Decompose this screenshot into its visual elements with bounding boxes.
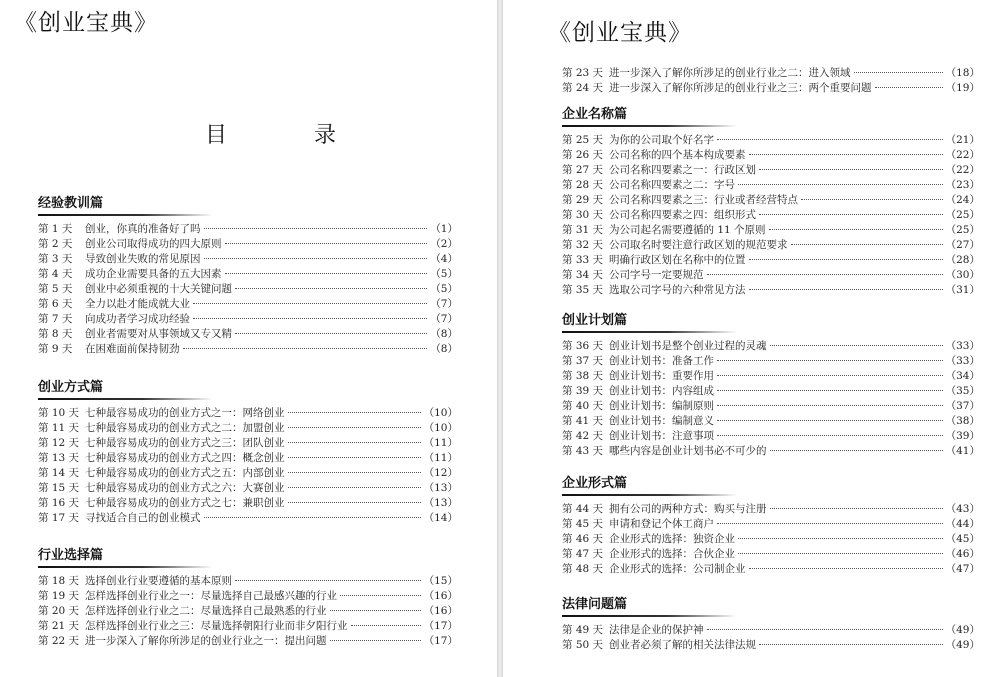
entry-day: 第 10 天 <box>38 407 80 419</box>
toc-entry[interactable] <box>562 148 980 163</box>
entry-page-number: （8） <box>430 343 458 355</box>
toc-entry[interactable] <box>562 532 980 547</box>
toc-entry[interactable] <box>38 589 458 604</box>
entry-day: 第 40 天 <box>562 400 604 412</box>
section-underline <box>562 615 737 617</box>
entry-title: 法律是企业的保护神 <box>609 624 704 636</box>
entry-title: 七种最容易成功的创业方式之六：大赛创业 <box>85 482 285 494</box>
entry-title: 公司名称的四个基本构成要素 <box>609 149 746 161</box>
section-company-name <box>562 107 980 298</box>
entry-title: 怎样选择创业行业之一：尽量选择自己最感兴趣的行业 <box>85 590 337 602</box>
dot-leader <box>770 450 943 451</box>
dot-leader <box>204 258 428 259</box>
toc-entry[interactable] <box>562 193 980 208</box>
entry-page-number: （15） <box>423 575 458 587</box>
entry-day: 第 4 天 <box>38 268 73 280</box>
entry-title: 创业者必须了解的相关法律法规 <box>609 639 756 651</box>
entry-title: 企业形式的选择：独资企业 <box>609 533 735 545</box>
entry-day: 第 47 天 <box>562 548 604 560</box>
dot-leader <box>351 625 421 626</box>
entry-day: 第 13 天 <box>38 452 80 464</box>
entry-day: 第 39 天 <box>562 385 604 397</box>
dot-leader <box>288 502 421 503</box>
entry-day: 第 28 天 <box>562 179 604 191</box>
entry-title: 成功企业需要具备的五大因素 <box>85 268 222 280</box>
toc-entry[interactable] <box>38 466 458 481</box>
entry-day: 第 32 天 <box>562 239 604 251</box>
entry-page-number: （18） <box>945 67 980 79</box>
entry-day: 第 21 天 <box>38 620 80 632</box>
entry-title: 创业计划书：准备工作 <box>609 355 714 367</box>
entry-day: 第 15 天 <box>38 482 80 494</box>
dot-leader <box>330 640 421 641</box>
toc-entry[interactable] <box>38 604 458 619</box>
entry-page-number: （21） <box>945 134 980 146</box>
entry-page-number: （7） <box>430 313 458 325</box>
dot-leader <box>749 154 943 155</box>
toc-entry[interactable] <box>562 623 980 638</box>
section-underline <box>562 494 737 496</box>
entry-day: 第 38 天 <box>562 370 604 382</box>
entry-day: 第 6 天 <box>38 298 73 310</box>
entry-day: 第 50 天 <box>562 639 604 651</box>
toc-entry[interactable] <box>562 638 980 653</box>
dot-leader <box>770 345 943 346</box>
entry-day: 第 45 天 <box>562 518 604 530</box>
entry-day: 第 8 天 <box>38 328 73 340</box>
entry-day: 第 16 天 <box>38 497 80 509</box>
entry-page-number: （2） <box>430 238 458 250</box>
entry-page-number: （37） <box>945 400 980 412</box>
entry-page-number: （17） <box>423 620 458 632</box>
dot-leader <box>707 629 943 630</box>
entry-day: 第 37 天 <box>562 355 604 367</box>
toc-title: 目 录 <box>205 123 376 148</box>
toc-entry[interactable] <box>562 133 980 148</box>
section-heading: 企业形式篇 <box>562 476 628 491</box>
dot-leader <box>193 318 427 319</box>
entry-page-number: （30） <box>945 269 980 281</box>
toc-entry[interactable] <box>562 547 980 562</box>
dot-leader <box>225 243 428 244</box>
entry-day: 第 3 天 <box>38 253 73 265</box>
dot-leader <box>854 72 943 73</box>
entry-title: 创业中必须重视的十大关键问题 <box>85 283 232 295</box>
entry-day: 第 18 天 <box>38 575 80 587</box>
entry-day: 第 1 天 <box>38 223 73 235</box>
dot-leader <box>759 644 943 645</box>
entry-title: 创业计划书：编制原则 <box>609 400 714 412</box>
entry-page-number: （10） <box>423 407 458 419</box>
entry-title: 申请和登记个体工商户 <box>609 518 714 530</box>
toc-entry[interactable] <box>562 517 980 532</box>
dot-leader <box>707 274 943 275</box>
entry-day: 第 36 天 <box>562 340 604 352</box>
entry-day: 第 5 天 <box>38 283 73 295</box>
toc-entry[interactable] <box>562 253 980 268</box>
entry-title: 进一步深入了解你所涉足的创业行业之二：进入领域 <box>609 67 851 79</box>
entry-title: 哪些内容是创业计划书必不可少的 <box>609 445 767 457</box>
entry-page-number: （13） <box>423 482 458 494</box>
entry-page-number: （31） <box>945 284 980 296</box>
dot-leader <box>769 229 943 230</box>
entry-page-number: （17） <box>423 635 458 647</box>
dot-leader <box>235 288 427 289</box>
dot-leader <box>330 610 421 611</box>
entry-page-number: （38） <box>945 415 980 427</box>
entry-page-number: （25） <box>945 209 980 221</box>
entry-page-number: （43） <box>945 503 980 515</box>
section-industry-choice <box>38 548 458 649</box>
entry-day: 第 27 天 <box>562 164 604 176</box>
dot-leader <box>235 333 427 334</box>
entry-title: 创业计划书：内容组成 <box>609 385 714 397</box>
dot-leader <box>717 360 943 361</box>
book-title-left: 《创业宝典》 <box>14 10 158 36</box>
toc-entry[interactable] <box>38 252 458 267</box>
entry-day: 第 7 天 <box>38 313 73 325</box>
entry-page-number: （22） <box>945 164 980 176</box>
entry-day: 第 24 天 <box>562 82 604 94</box>
entry-title: 选择创业行业要遵循的基本原则 <box>85 575 232 587</box>
section-startup-methods <box>38 380 458 526</box>
entry-title: 全力以赴才能成就大业 <box>85 298 190 310</box>
entry-page-number: （7） <box>430 298 458 310</box>
toc-entry[interactable] <box>38 327 458 342</box>
dot-leader <box>288 442 421 443</box>
dot-leader <box>770 508 943 509</box>
entry-day: 第 31 天 <box>562 224 604 236</box>
entry-day: 第 33 天 <box>562 254 604 266</box>
toc-entry[interactable] <box>562 414 980 429</box>
entry-title: 选取公司字号的六种常见方法 <box>609 284 746 296</box>
entry-day: 第 9 天 <box>38 343 73 355</box>
toc-entry[interactable] <box>562 399 980 414</box>
section-experience <box>38 196 458 357</box>
entry-title: 七种最容易成功的创业方式之四：概念创业 <box>85 452 285 464</box>
entry-title: 企业形式的选择：公司制企业 <box>609 563 746 575</box>
toc-entry[interactable] <box>38 451 458 466</box>
dot-leader <box>738 553 943 554</box>
entry-day: 第 14 天 <box>38 467 80 479</box>
entry-page-number: （19） <box>945 82 980 94</box>
toc-entry[interactable] <box>562 283 980 298</box>
entry-title: 创业公司取得成功的四大原则 <box>85 238 222 250</box>
dot-leader <box>759 214 943 215</box>
dot-leader <box>791 244 943 245</box>
section-heading: 创业方式篇 <box>38 380 104 395</box>
dot-leader <box>717 405 943 406</box>
entry-page-number: （46） <box>945 548 980 560</box>
entry-title: 进一步深入了解你所涉足的创业行业之一：提出问题 <box>85 635 327 647</box>
entry-page-number: （23） <box>945 179 980 191</box>
dot-leader <box>749 259 943 260</box>
entry-title: 公司名称四要素之一：行政区划 <box>609 164 756 176</box>
toc-entry[interactable] <box>38 342 458 357</box>
entry-title: 拥有公司的两种方式：购买与注册 <box>609 503 767 515</box>
entry-page-number: （13） <box>423 497 458 509</box>
toc-entry[interactable] <box>562 208 980 223</box>
dot-leader <box>717 139 943 140</box>
entry-page-number: （25） <box>945 224 980 236</box>
entry-title: 向成功者学习成功经验 <box>85 313 190 325</box>
entry-page-number: （16） <box>423 590 458 602</box>
entry-title: 企业形式的选择：合伙企业 <box>609 548 735 560</box>
entry-day: 第 23 天 <box>562 67 604 79</box>
dot-leader <box>204 228 428 229</box>
toc-entry[interactable] <box>562 339 980 354</box>
dot-leader <box>193 303 427 304</box>
entry-title: 公司字号一定要规范 <box>609 269 704 281</box>
entry-title: 创业计划书：编制意义 <box>609 415 714 427</box>
entry-day: 第 20 天 <box>38 605 80 617</box>
dot-leader <box>738 184 943 185</box>
dot-leader <box>875 87 943 88</box>
entry-title: 创业计划书：注意事项 <box>609 430 714 442</box>
entry-title: 导致创业失败的常见原因 <box>85 253 201 265</box>
toc-entry[interactable] <box>562 81 980 96</box>
entry-day: 第 49 天 <box>562 624 604 636</box>
section-underline <box>562 125 737 127</box>
entry-title: 公司名称四要素之二：字号 <box>609 179 735 191</box>
entry-day: 第 42 天 <box>562 430 604 442</box>
dot-leader <box>738 538 943 539</box>
toc-entry[interactable] <box>562 369 980 384</box>
entry-title: 七种最容易成功的创业方式之一：网络创业 <box>85 407 285 419</box>
toc-entry[interactable] <box>38 481 458 496</box>
toc-entry[interactable] <box>562 268 980 283</box>
section-heading: 创业计划篇 <box>562 313 628 328</box>
entry-page-number: （28） <box>945 254 980 266</box>
entry-page-number: （44） <box>945 518 980 530</box>
entry-title: 创业者需要对从事领域又专又精 <box>85 328 232 340</box>
entry-page-number: （45） <box>945 533 980 545</box>
toc-entry[interactable] <box>562 444 980 459</box>
entry-day: 第 34 天 <box>562 269 604 281</box>
section-enterprise-form <box>562 476 980 577</box>
entry-day: 第 2 天 <box>38 238 73 250</box>
dot-leader <box>225 273 428 274</box>
toc-entry[interactable] <box>38 297 458 312</box>
entry-day: 第 48 天 <box>562 563 604 575</box>
dot-leader <box>749 568 943 569</box>
entry-page-number: （49） <box>945 639 980 651</box>
section-underline <box>562 331 737 333</box>
entry-title: 七种最容易成功的创业方式之三：团队创业 <box>85 437 285 449</box>
book-title-right: 《创业宝典》 <box>548 20 692 46</box>
entry-page-number: （33） <box>945 340 980 352</box>
dot-leader <box>288 472 421 473</box>
entry-page-number: （11） <box>423 437 458 449</box>
dot-leader <box>717 375 943 376</box>
toc-entry[interactable] <box>562 429 980 444</box>
dot-leader <box>801 199 943 200</box>
dot-leader <box>288 412 421 413</box>
toc-entry[interactable] <box>562 178 980 193</box>
dot-leader <box>288 457 421 458</box>
entry-title: 怎样选择创业行业之三：尽量选择朝阳行业而非夕阳行业 <box>85 620 348 632</box>
entry-day: 第 41 天 <box>562 415 604 427</box>
entry-title: 创业，你真的准备好了吗 <box>85 223 201 235</box>
section-heading: 经验教训篇 <box>38 196 104 211</box>
dot-leader <box>749 289 943 290</box>
dot-leader <box>288 427 421 428</box>
entry-title: 在困难面前保持韧劲 <box>85 343 180 355</box>
dot-leader <box>235 580 421 581</box>
entry-page-number: （5） <box>430 268 458 280</box>
toc-entry[interactable] <box>562 223 980 238</box>
entry-day: 第 35 天 <box>562 284 604 296</box>
entry-title: 为你的公司取个好名字 <box>609 134 714 146</box>
dot-leader <box>717 523 943 524</box>
toc-entry[interactable] <box>38 619 458 634</box>
entry-page-number: （47） <box>945 563 980 575</box>
entry-title: 创业计划书是整个创业过程的灵魂 <box>609 340 767 352</box>
section-heading: 法律问题篇 <box>562 597 628 612</box>
entry-page-number: （35） <box>945 385 980 397</box>
toc-entry[interactable] <box>562 354 980 369</box>
dot-leader <box>288 487 421 488</box>
entry-day: 第 44 天 <box>562 503 604 515</box>
entry-page-number: （16） <box>423 605 458 617</box>
entry-title: 公司取名时要注意行政区划的规范要求 <box>609 239 788 251</box>
entry-page-number: （12） <box>423 467 458 479</box>
entry-title: 进一步深入了解你所涉足的创业行业之三：两个重要问题 <box>609 82 872 94</box>
section-heading: 行业选择篇 <box>38 548 104 563</box>
entry-page-number: （5） <box>430 283 458 295</box>
entry-day: 第 26 天 <box>562 149 604 161</box>
dot-leader <box>759 169 943 170</box>
section-underline <box>38 398 213 400</box>
section-underline <box>38 566 213 568</box>
entry-title: 创业计划书：重要作用 <box>609 370 714 382</box>
entry-page-number: （22） <box>945 149 980 161</box>
entry-day: 第 19 天 <box>38 590 80 602</box>
toc-entry[interactable] <box>562 562 980 577</box>
entry-day: 第 17 天 <box>38 512 80 524</box>
dot-leader <box>717 435 943 436</box>
toc-entry[interactable] <box>38 312 458 327</box>
dot-leader <box>717 420 943 421</box>
entry-title: 为公司起名需要遵循的 11 个原则 <box>609 224 766 236</box>
entry-page-number: （49） <box>945 624 980 636</box>
dot-leader <box>183 348 428 349</box>
entry-page-number: （11） <box>423 452 458 464</box>
entry-title: 七种最容易成功的创业方式之五：内部创业 <box>85 467 285 479</box>
entry-day: 第 25 天 <box>562 134 604 146</box>
toc-entry[interactable] <box>38 282 458 297</box>
entry-day: 第 11 天 <box>38 422 80 434</box>
entry-page-number: （1） <box>430 223 458 235</box>
toc-entry[interactable] <box>38 406 458 421</box>
entry-title: 七种最容易成功的创业方式之七：兼职创业 <box>85 497 285 509</box>
entry-title: 公司名称四要素之四：组织形式 <box>609 209 756 221</box>
toc-entry[interactable] <box>38 267 458 282</box>
entry-page-number: （8） <box>430 328 458 340</box>
entry-day: 第 43 天 <box>562 445 604 457</box>
entry-title: 寻找适合自己的创业模式 <box>85 512 201 524</box>
entry-day: 第 46 天 <box>562 533 604 545</box>
toc-entry[interactable] <box>562 502 980 517</box>
toc-entry[interactable] <box>38 574 458 589</box>
entry-page-number: （4） <box>430 253 458 265</box>
entry-title: 七种最容易成功的创业方式之二：加盟创业 <box>85 422 285 434</box>
section-underline <box>38 214 213 216</box>
toc-entry[interactable] <box>38 511 458 526</box>
entry-page-number: （27） <box>945 239 980 251</box>
toc-entry[interactable] <box>38 634 458 649</box>
toc-entry[interactable] <box>38 496 458 511</box>
section-heading: 企业名称篇 <box>562 107 628 122</box>
section-business-plan <box>562 313 980 459</box>
entry-page-number: （10） <box>423 422 458 434</box>
toc-entry[interactable] <box>562 384 980 399</box>
entry-page-number: （24） <box>945 194 980 206</box>
entry-page-number: （41） <box>945 445 980 457</box>
toc-entry[interactable] <box>562 238 980 253</box>
dot-leader <box>340 595 421 596</box>
entry-day: 第 29 天 <box>562 194 604 206</box>
dot-leader <box>717 390 943 391</box>
toc-entry[interactable] <box>38 421 458 436</box>
dot-leader <box>204 517 421 518</box>
entry-day: 第 30 天 <box>562 209 604 221</box>
entry-title: 怎样选择创业行业之二：尽量选择自己最熟悉的行业 <box>85 605 327 617</box>
entry-title: 公司名称四要素之三：行业或者经营特点 <box>609 194 798 206</box>
toc-entry[interactable] <box>562 66 980 81</box>
entry-day: 第 12 天 <box>38 437 80 449</box>
entry-page-number: （33） <box>945 355 980 367</box>
entry-day: 第 22 天 <box>38 635 80 647</box>
section-continuation <box>562 66 980 96</box>
entry-page-number: （34） <box>945 370 980 382</box>
toc-entry[interactable] <box>562 163 980 178</box>
toc-entry[interactable] <box>38 436 458 451</box>
toc-entry[interactable] <box>38 237 458 252</box>
entry-page-number: （39） <box>945 430 980 442</box>
entry-page-number: （14） <box>423 512 458 524</box>
section-legal-issues <box>562 597 980 653</box>
entry-title: 明确行政区划在名称中的位置 <box>609 254 746 266</box>
toc-entry[interactable] <box>38 222 458 237</box>
